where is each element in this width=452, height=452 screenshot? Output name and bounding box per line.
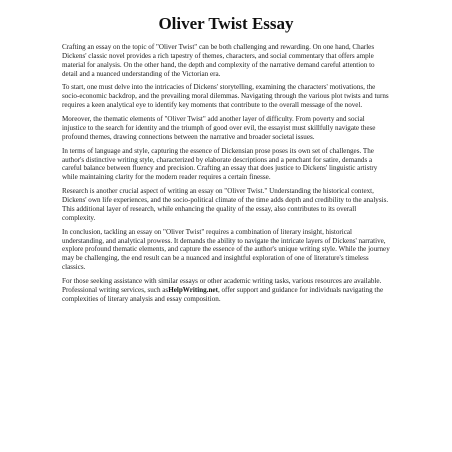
paragraph-storytelling: To start, one must delve into the intricacies of Dickens' storytelling, examining the characters' motivations, the socio-economic backdrop, and the prevailing moral dilemmas. Navigating through the various plot twists and turns requires a keen analytical eye to identify key moments that contribute to the overall message of the novel. xyxy=(62,83,389,110)
paragraph-intro: Crafting an essay on the topic of "Oliver Twist" can be both challenging and rewarding. On one hand, Charles Dickens' classic novel provides a rich tapestry of themes, characters, and social commentary that offers ample material for analysis. On the other hand, the depth and complexity of the narrative demand careful attention to detail and a nuanced understanding of the Victorian era. xyxy=(62,43,375,78)
document-title: Oliver Twist Essay xyxy=(158,14,294,33)
paragraph-themes: Moreover, the thematic elements of "Oliver Twist" add another layer of difficulty. From poverty and social injustice to the search for identity and the triumph of good over evil, the essayist must skillfully navigate these profound themes, drawing connections between the narrative and broader societal issues. xyxy=(62,115,376,141)
paragraph-research: Research is another crucial aspect of writing an essay on "Oliver Twist." Understanding the historical context, Dickens' own life experiences, and the socio-political climate of the time adds depth and credibility to the analysis. This additional layer of research, while enhancing the quality of the essay, also contributes to its overall complexity. xyxy=(62,187,389,222)
paragraph-language-style: In terms of language and style, capturing the essence of Dickensian prose poses its own set of challenges. The author's distinctive writing style, characterized by elaborate descriptions and a penchant for satire, demands a careful balance between fluency and precision. Crafting an essay that does justice to Dickens' linguistic artistry while maintaining clarity for the modern reader requires a certain finesse. xyxy=(62,146,378,182)
paragraph-closing xyxy=(62,277,390,304)
helpwriting-link: HelpWriting.net xyxy=(168,285,218,294)
closing-text-after: , offer support and guidance for individuals navigating the complexities of literary analysis and essay composition. xyxy=(62,285,384,303)
paragraph-conclusion: In conclusion, tackling an essay on "Oliver Twist" requires a combination of literary insight, historical understanding, and analytical prowess. It demands the ability to navigate the intricate layers of Dickens' narrative, explore profound thematic elements, and capture the essence of the author's unique writing style. While the journey may be challenging, the end result can be a nuanced and insightful exploration of one of literature's timeless classics. xyxy=(62,227,390,272)
closing-text-before: For those seeking assistance with similar essays or other academic writing tasks, various resources are available. Professional writing services, such as xyxy=(62,276,382,294)
